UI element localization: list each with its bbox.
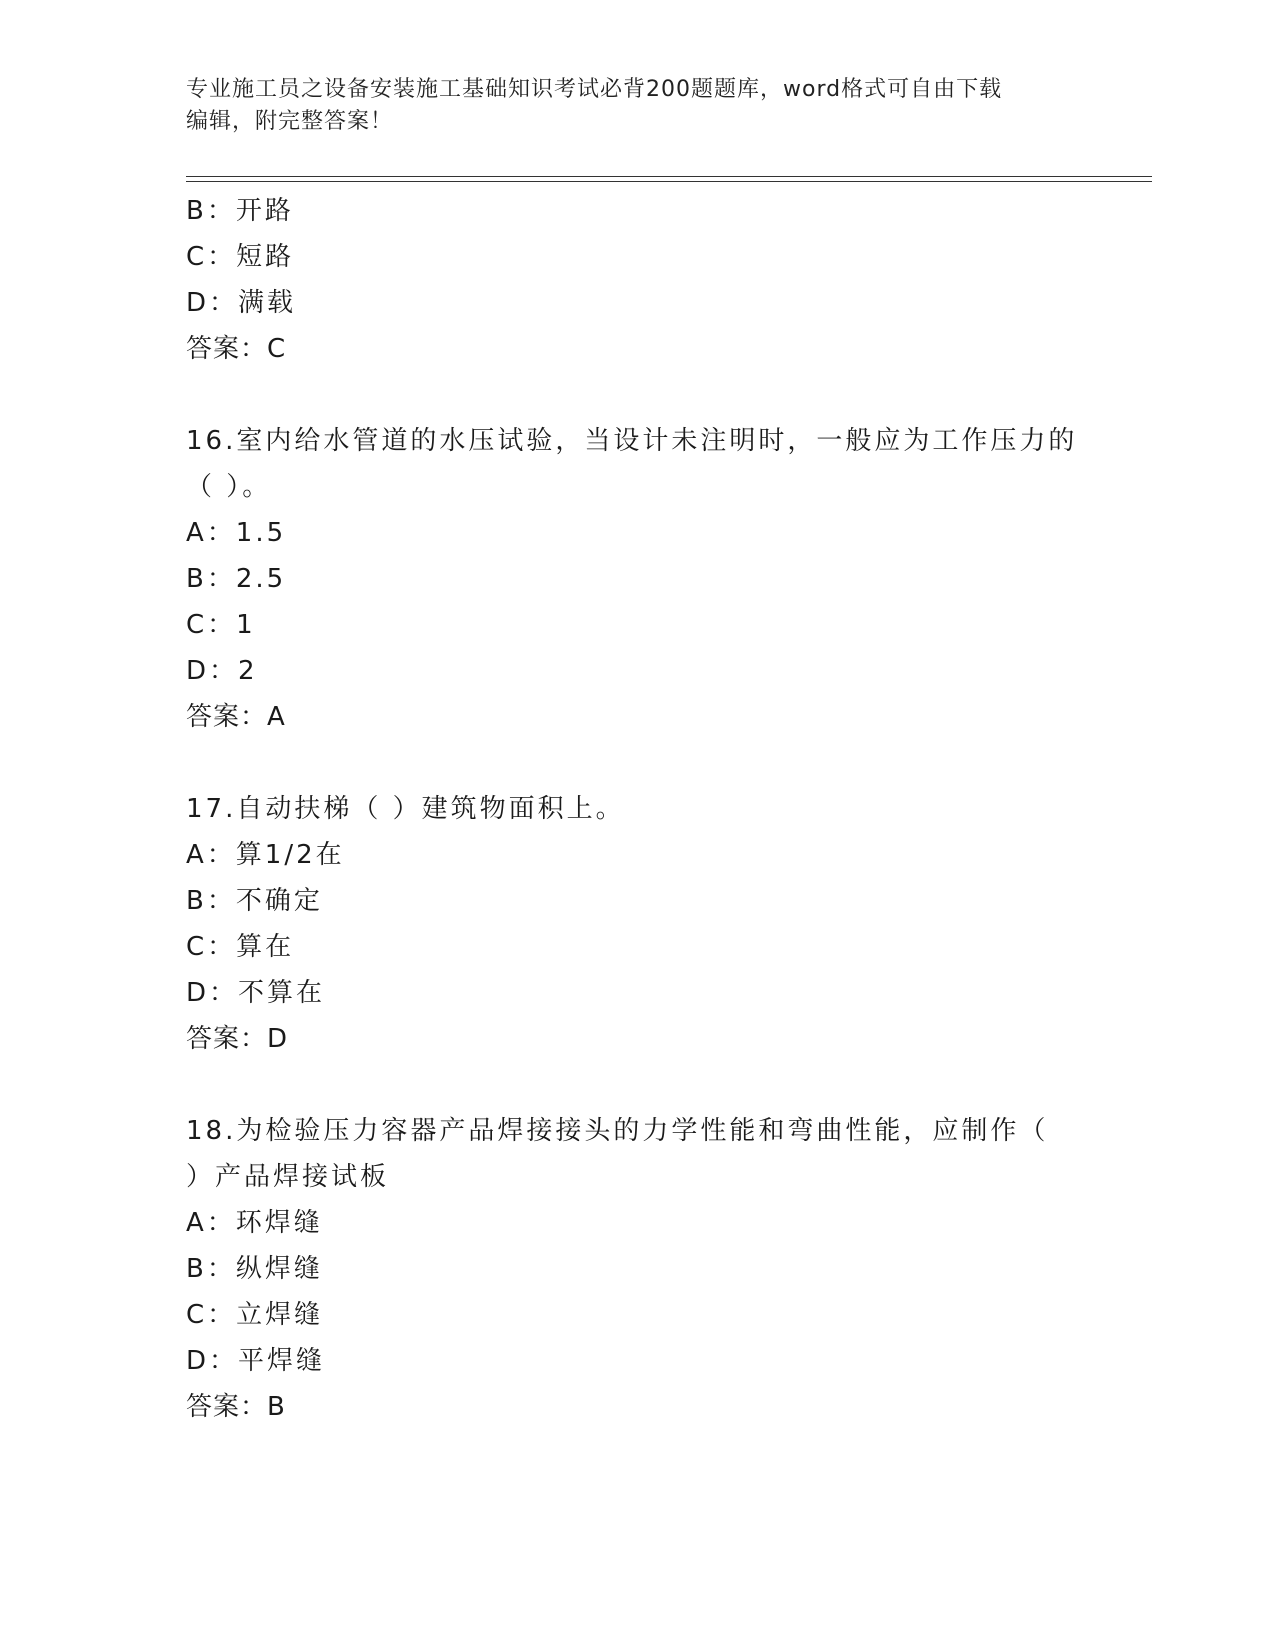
document-header [186,74,1066,138]
question-stem: 18.为检验压力容器产品焊接接头的力学性能和弯曲性能，应制作（ [186,1116,1049,1146]
answer: 答案：B [186,1392,286,1422]
spacer [186,372,1086,418]
question-18 [186,1108,1086,1430]
header-title-line-1: 专业施工员之设备安装施工基础知识考试必背200题题库，word格式可自由下载 [186,77,1003,102]
header-divider-top [186,176,1152,177]
question-list [186,188,1086,1430]
answer: 答案：C [186,334,287,364]
spacer [186,1062,1086,1108]
option-d: D：2 [186,656,258,686]
option-b: B：不确定 [186,886,323,916]
option-a: A：环焊缝 [186,1208,323,1238]
header-divider-bottom [186,181,1152,182]
question-stem: 17.自动扶梯（ ）建筑物面积上。 [186,794,625,824]
option-b: B：纵焊缝 [186,1254,323,1284]
option-a: A：算1/2在 [186,840,345,870]
option-b: B：开路 [186,196,294,226]
question-stem: 16.室内给水管道的水压试验，当设计未注明时，一般应为工作压力的 [186,426,1078,456]
question-15-tail [186,188,1086,372]
option-d: D：不算在 [186,978,326,1008]
option-c: C：算在 [186,932,295,962]
option-a: A：1.5 [186,518,287,548]
question-16 [186,418,1086,740]
spacer [186,740,1086,786]
header-title-line-2: 编辑，附完整答案！ [186,109,394,134]
answer: 答案：D [186,1024,289,1054]
option-c: C：立焊缝 [186,1300,324,1330]
option-d: D：平焊缝 [186,1346,326,1376]
question-stem-continued: ）产品焊接试板 [186,1162,390,1192]
option-b: B：2.5 [186,564,287,594]
question-stem-continued: （ ）。 [186,472,272,502]
question-17 [186,786,1086,1062]
answer: 答案：A [186,702,286,732]
option-c: C：短路 [186,242,295,272]
option-d: D：满载 [186,288,297,318]
option-c: C：1 [186,610,256,640]
